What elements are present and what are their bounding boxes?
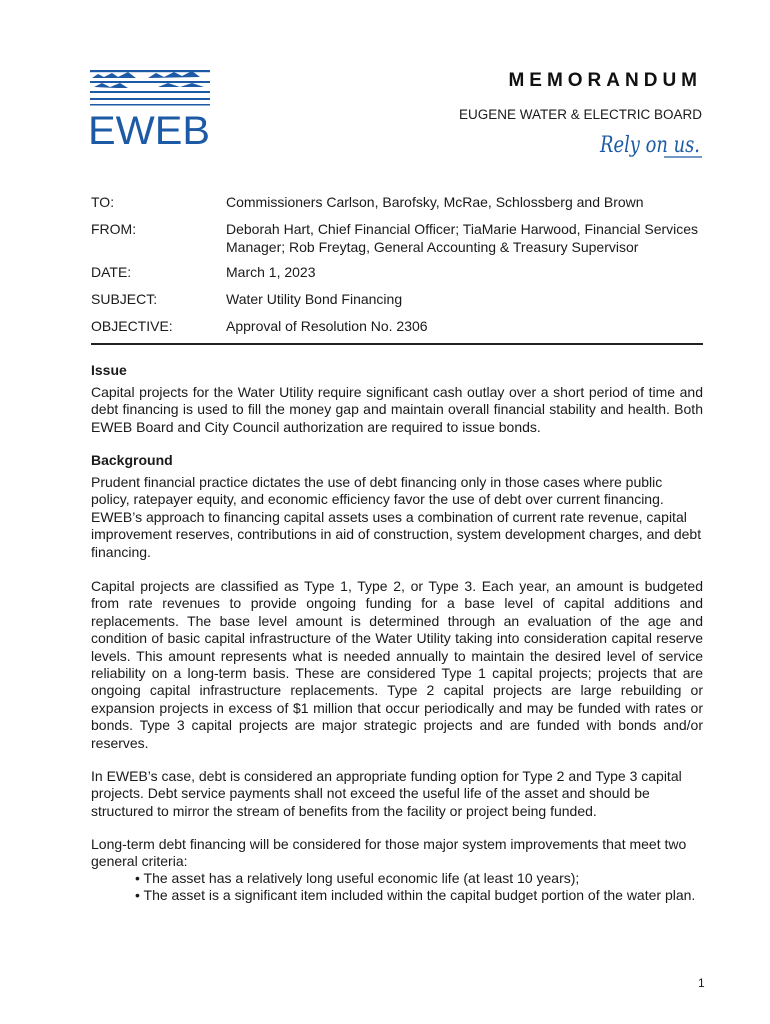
background-paragraph-1: Prudent financial practice dictates the use of debt financing only in those cases where public policy, ratepayer equity, and economic efficiency favor the use of debt over current financing. EWEB’s approach to financing capital assets uses a combination of current rate revenue, capital improvement reserves, contributions in aid of construction, system development charges, and debt financing.	[91, 474, 702, 560]
to-value: Commissioners Carlson, Barofsky, McRae, Schlossberg and Brown	[226, 194, 644, 210]
background-heading: Background	[91, 452, 173, 468]
objective-value: Approval of Resolution No. 2306	[226, 318, 428, 334]
list-item: • The asset has a relatively long useful economic life (at least 10 years);	[135, 870, 580, 886]
header-divider	[91, 343, 703, 345]
svg-text:EWEB: EWEB	[88, 109, 210, 153]
date-label: DATE:	[91, 264, 132, 280]
memo-title: MEMORANDUM	[508, 70, 702, 91]
criteria-list	[135, 870, 703, 905]
eweb-logo	[88, 68, 212, 153]
date-value: March 1, 2023	[226, 264, 316, 280]
background-paragraph-4: Long-term debt financing will be considered for those major system improvements that meet two general criteria:	[91, 836, 687, 870]
from-value: Deborah Hart, Chief Financial Officer; TiaMarie Harwood, Financial Services Manager; Rob Freytag, General Accounting & Treasury Supervisor	[226, 221, 699, 255]
background-paragraph-2: Capital projects are classified as Type 1, Type 2, or Type 3. Each year, an amount is budgeted from rate revenues to provide ongoing funding for a base level of capital additions and replacements. The base level amount is determined through an evaluation of the age and condition of basic capital infrastructure of the Water Utility taking into consideration capital reserve levels. This amount represents what is needed annually to maintain the desired level of service reliability on a long-term basis. These are considered Type 1 capital projects; projects that are ongoing capital infrastructure replacements. Type 2 capital projects are large rebuilding or expansion projects in excess of $1 million that occur periodically and may be funded with rates or bonds. Type 3 capital projects are major strategic projects and are funded with bonds and/or reserves.	[91, 578, 703, 751]
list-item: • The asset is a significant item included within the capital budget portion of the water plan.	[135, 887, 696, 904]
subject-label: SUBJECT:	[91, 291, 158, 307]
background-paragraph-3: In EWEB’s case, debt is considered an appropriate funding option for Type 2 and Type 3 capital projects. Debt service payments shall not exceed the useful life of the asset and should be structured to mirror the stream of benefits from the facility or project being funded.	[91, 768, 682, 819]
objective-label: OBJECTIVE:	[91, 318, 173, 334]
to-label: TO:	[91, 194, 115, 210]
issue-paragraph: Capital projects for the Water Utility require significant cash outlay over a short period of time and debt financing is used to fill the money gap and maintain overall financial stability and health. Both EWEB Board and City Council authorization are required to issue bonds.	[91, 384, 703, 435]
tagline-script	[600, 126, 704, 162]
issue-heading: Issue	[91, 362, 127, 378]
subject-value: Water Utility Bond Financing	[226, 291, 403, 307]
svg-text:Rely on us.: Rely on us.	[599, 133, 700, 158]
organization-name: EUGENE WATER & ELECTRIC BOARD	[458, 107, 702, 122]
page-number: 1	[698, 976, 705, 990]
from-label: FROM:	[91, 221, 137, 237]
